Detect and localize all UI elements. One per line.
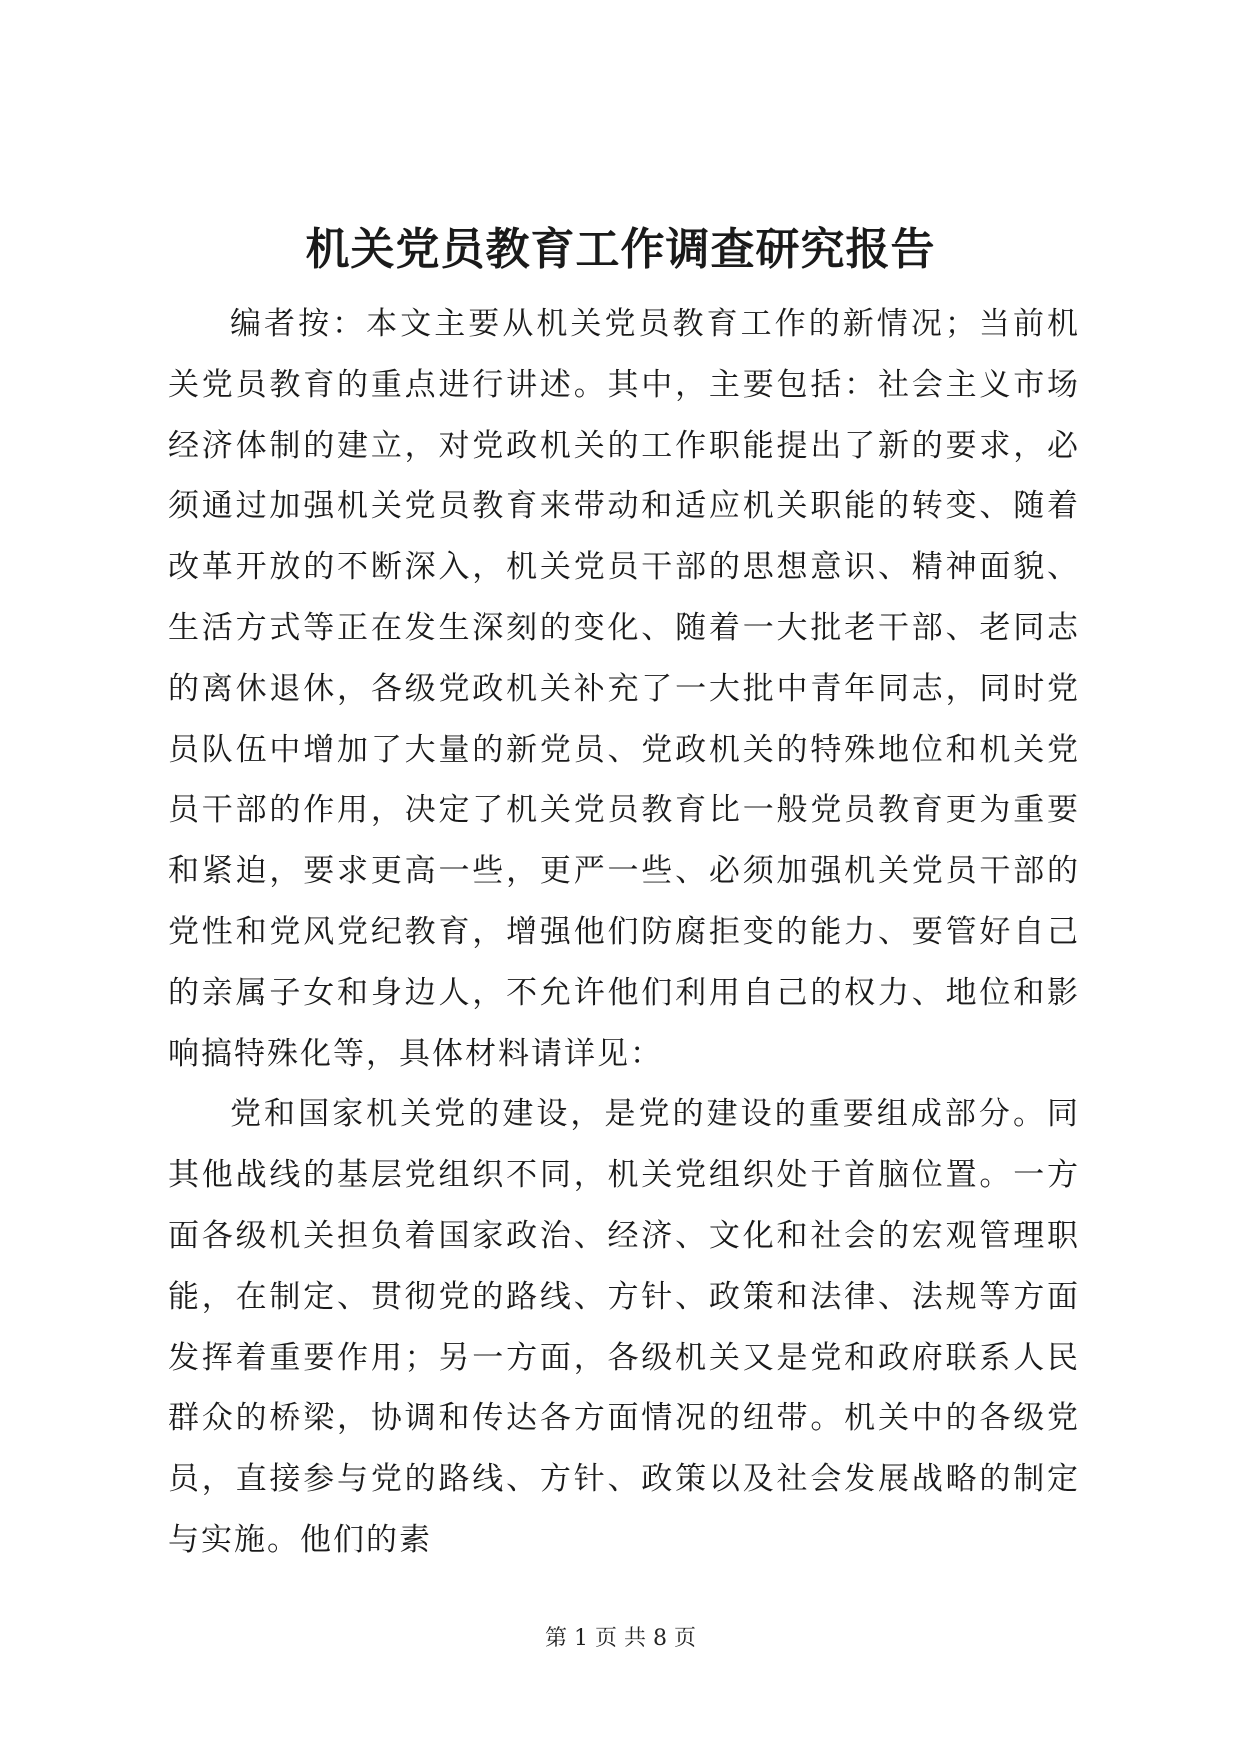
page-footer: 第 1 页 共 8 页 — [545, 1626, 696, 1651]
document-body — [168, 294, 1080, 1571]
paragraph-main: 党和国家机关党的建设，是党的建设的重要组成部分。同其他战线的基层党组织不同，机关党组织处于首脑位置。一方面各级机关担负着国家政治、经济、文化和社会的宏观管理职能，在制定、贯彻党的路线、方针、政策和法律、法规等方面发挥着重要作用；另一方面，各级机关又是党和政府联系人民群众的桥梁，协调和传达各方面情况的纽带。机关中的各级党员，直接参与党的路线、方针、政策以及社会发展战略的制定与实施。他们的素 — [168, 1096, 1080, 1558]
document-title: 机关党员教育工作调查研究报告 — [305, 224, 936, 275]
paragraph-editor-note: 编者按：本文主要从机关党员教育工作的新情况；当前机关党员教育的重点进行讲述。其中，主要包括：社会主义市场经济体制的建立，对党政机关的工作职能提出了新的要求，必须通过加强机关党员教育来带动和适应机关职能的转变、随着改革开放的不断深入，机关党员干部的思想意识、精神面貌、生活方式等正在发生深刻的变化、随着一大批老干部、老同志的离休退休，各级党政机关补充了一大批中青年同志，同时党员队伍中增加了大量的新党员、党政机关的特殊地位和机关党员干部的作用，决定了机关党员教育比一般党员教育更为重要和紧迫，要求更高一些，更严一些、必须加强机关党员干部的党性和党风党纪教育，增强他们防腐拒变的能力、要管好自己的亲属子女和身边人，不允许他们利用自己的权力、地位和影响搞特殊化等，具体材料请详见： — [168, 306, 1080, 1072]
